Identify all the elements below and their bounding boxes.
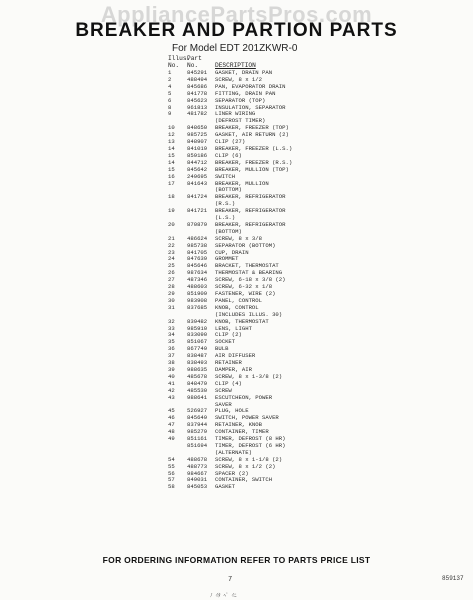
part-number: 985910 (187, 324, 208, 332)
part-illus-no: 10 (168, 124, 175, 132)
part-description: (BOTTOM) (215, 228, 242, 235)
part-illus-no: 9 (168, 110, 172, 118)
part-illus-no: 56 (168, 469, 175, 477)
part-description: TIMER, DEFROST (8 HR) (215, 436, 286, 443)
part-description: SCREW, 8 x 3/8 (215, 235, 262, 242)
part-illus-no: 12 (168, 131, 175, 139)
part-illus-no: 4 (168, 82, 172, 90)
part-number: 961813 (187, 103, 208, 111)
part-description: CLIP (2) (215, 332, 242, 339)
header-part: Part (187, 55, 202, 62)
part-description: CLIP (4) (215, 380, 242, 387)
part-number: 985738 (187, 241, 208, 249)
part-illus-no: 34 (168, 331, 175, 339)
part-description: BREAKER, FREEZER (TOP) (215, 125, 289, 132)
part-illus-no: 28 (168, 283, 175, 291)
part-description: BREAKER, REFRIGERATOR (215, 208, 286, 215)
part-description: SWITCH (215, 173, 236, 180)
part-illus-no: 43 (168, 393, 175, 401)
part-illus-no: 24 (168, 255, 175, 263)
part-number: 848650 (187, 124, 208, 132)
part-number: 867749 (187, 345, 208, 353)
part-description: SCREW, 6-32 x 1/8 (215, 284, 273, 291)
part-description: FASTENER, WIRE (2) (215, 291, 276, 297)
part-number: 849031 (187, 476, 208, 484)
part-illus-no: 40 (168, 372, 175, 380)
header-description: DESCRIPTION (215, 62, 256, 69)
part-row (168, 222, 318, 229)
part-description: TIMER, DEFROST (6 HR) (215, 442, 286, 449)
part-row (168, 395, 318, 402)
part-illus-no: 39 (168, 365, 175, 373)
part-illus-no: 2 (168, 75, 172, 83)
part-description: BREAKER, MULLION (TOP) (215, 166, 289, 173)
part-description: SCREW (215, 387, 232, 394)
part-illus-no: 22 (168, 241, 175, 249)
part-number: 841705 (187, 248, 208, 256)
part-illus-no: 37 (168, 352, 175, 360)
ordering-footer: FOR ORDERING INFORMATION REFER TO PARTS PRICE LIST (102, 555, 371, 565)
part-illus-no: 48 (168, 428, 175, 436)
part-number: 848479 (187, 379, 208, 387)
part-illus-no: 19 (168, 207, 175, 215)
part-illus-no: 17 (168, 179, 175, 187)
part-description: INSULATION, SEPARATOR (215, 104, 286, 111)
part-number: 838493 (187, 359, 208, 367)
part-number: 845642 (187, 165, 208, 173)
part-illus-no: 26 (168, 269, 175, 277)
part-number: 833090 (187, 331, 208, 339)
part-description: GASKET, AIR RETURN (2) (215, 132, 289, 139)
part-number: 985725 (187, 131, 208, 139)
part-description: BREAKER, MULLION (215, 180, 269, 187)
part-number: 841724 (187, 193, 208, 201)
part-row (168, 443, 318, 450)
part-illus-no: 31 (168, 303, 175, 311)
part-illus-no: 1 (168, 69, 172, 76)
part-illus-no: 46 (168, 414, 175, 422)
part-number: 859186 (187, 151, 208, 159)
part-description: SCREW, 8 x 1/2 (2) (215, 463, 276, 470)
part-illus-no: 5 (168, 89, 172, 97)
part-description: LENS, LIGHT (215, 325, 252, 332)
part-number: 488678 (187, 455, 208, 463)
part-illus-no: 38 (168, 359, 175, 367)
part-number: 837944 (187, 421, 208, 429)
part-number: 845686 (187, 82, 208, 90)
part-illus-no: 54 (168, 455, 175, 463)
part-description: SCREW, 8 x 1-3/8 (2) (215, 373, 283, 380)
part-number: 839482 (187, 317, 208, 325)
part-description: SCREW, 8 x 1-1/8 (2) (215, 456, 283, 463)
part-description: BREAKER, FREEZER (R.S.) (215, 159, 293, 166)
part-number: 848907 (187, 138, 208, 146)
part-number: 851161 (187, 435, 208, 443)
header-part-no: No. (187, 62, 199, 69)
part-number: 845291 (187, 69, 208, 76)
part-illus-no: 42 (168, 386, 175, 394)
part-illus-no: 20 (168, 220, 175, 228)
part-illus-no: 30 (168, 296, 175, 304)
part-number: 841721 (187, 207, 208, 215)
part-number: 844712 (187, 158, 208, 166)
part-number: 845649 (187, 414, 208, 422)
part-description: SEPARATOR (TOP) (215, 97, 266, 104)
part-description: RETAINER, KNOB (215, 422, 262, 429)
part-description: GROMMET (215, 256, 239, 263)
part-number: 988641 (187, 393, 208, 401)
model-subtitle: For Model EDT 201ZKWR-0 (172, 43, 298, 54)
part-illus-no: 14 (168, 158, 175, 166)
part-number: 838487 (187, 352, 208, 360)
part-number: 485678 (187, 372, 208, 380)
part-illus-no: 57 (168, 476, 175, 484)
part-description: CUP, DRAIN (215, 249, 249, 256)
part-description: DAMPER, AIR (215, 366, 252, 373)
part-illus-no: 36 (168, 345, 175, 353)
part-description: CLIP (6) (215, 152, 242, 159)
part-description: FITTING, DRAIN PAN (215, 90, 276, 97)
part-illus-no: 35 (168, 338, 175, 346)
watermark-text: AppliancePartsPros.com (100, 2, 373, 27)
part-illus-no: 18 (168, 193, 175, 201)
part-description: BREAKER, FREEZER (L.S.) (215, 145, 293, 152)
part-description: CONTAINER, TIMER (215, 429, 269, 436)
part-description: SCREW, 6-18 x 3/8 (2) (215, 277, 286, 284)
part-description: SEPARATOR (BOTTOM) (215, 242, 276, 249)
part-description: (DEFROST TIMER) (215, 118, 266, 125)
part-number: 249695 (187, 172, 208, 180)
part-description: SOCKET (215, 339, 236, 346)
part-illus-no: 55 (168, 462, 175, 470)
part-illus-no: 33 (168, 324, 175, 332)
part-description: (L.S.) (215, 215, 236, 222)
part-description: AIR DIFFUSER (215, 353, 256, 360)
part-illus-no: 8 (168, 103, 172, 111)
part-description: SWITCH, POWER SAVER (215, 415, 279, 422)
part-number: 851909 (187, 290, 208, 297)
part-number: 486624 (187, 234, 208, 242)
part-number: 988635 (187, 365, 208, 373)
part-illus-no: 47 (168, 421, 175, 429)
part-description: LINER WIRING (215, 111, 256, 118)
part-illus-no: 29 (168, 290, 175, 297)
part-illus-no: 25 (168, 262, 175, 270)
part-illus-no: 6 (168, 96, 172, 104)
part-description: GASKET, DRAIN PAN (215, 70, 273, 76)
part-number: 845053 (187, 483, 208, 491)
header-illus: Illus. (168, 55, 191, 62)
part-row (168, 181, 318, 188)
part-description: RETAINER (215, 360, 242, 367)
bottom-mark: ﾉ ｲﾀ ﾍﾟ ｲﾆ (210, 593, 237, 599)
part-description: BRACKET, THERMOSTAT (215, 263, 279, 270)
part-illus-no: 21 (168, 234, 175, 242)
page-title: BREAKER AND PARTION PARTS (75, 20, 398, 41)
part-illus-no: 45 (168, 407, 175, 415)
part-description: THERMOSTAT & BEARING (215, 270, 283, 277)
part-description: (BOTTOM) (215, 187, 242, 194)
part-description: KNOB, THERMOSTAT (215, 318, 269, 325)
part-number: 488773 (187, 462, 208, 470)
document-number: 859137 (442, 575, 464, 582)
part-number: 845646 (187, 262, 208, 270)
part-description: KNOB, CONTROL (215, 304, 259, 311)
part-description: SAVER (215, 401, 232, 408)
part-number: 984667 (187, 469, 208, 477)
part-description: PLUG, HOLE (215, 408, 249, 415)
part-illus-no: 41 (168, 379, 175, 387)
part-description: BREAKER, REFRIGERATOR (215, 194, 286, 201)
part-illus-no: 58 (168, 483, 175, 491)
part-row (168, 111, 318, 118)
part-number: 845623 (187, 96, 208, 104)
part-number: 847639 (187, 255, 208, 263)
part-description: (R.S.) (215, 201, 236, 208)
part-description: BULB (215, 346, 229, 353)
part-illus-no: 49 (168, 435, 175, 443)
part-row (168, 484, 318, 491)
parts-list (168, 70, 318, 491)
part-number: 488494 (187, 75, 208, 83)
part-illus-no: 15 (168, 151, 175, 159)
part-description: CLIP (27) (215, 139, 246, 146)
part-number: 851694 (187, 441, 208, 449)
part-number: 526927 (187, 407, 208, 415)
part-description: BREAKER, REFRIGERATOR (215, 221, 286, 228)
part-illus-no: 16 (168, 172, 175, 180)
part-description: PAN, EVAPORATOR DRAIN (215, 83, 286, 90)
part-illus-no: 13 (168, 138, 175, 146)
part-number: 487346 (187, 276, 208, 284)
part-description: SPACER (2) (215, 470, 249, 477)
part-number: 851067 (187, 338, 208, 346)
part-number: 870879 (187, 220, 208, 228)
part-number: 841643 (187, 179, 208, 187)
part-number: 987634 (187, 269, 208, 277)
part-number: 985279 (187, 428, 208, 436)
part-illus-no: 27 (168, 276, 175, 284)
part-row (168, 194, 318, 201)
part-illus-no: 14 (168, 144, 175, 152)
part-illus-no: 23 (168, 248, 175, 256)
part-number: 841778 (187, 89, 208, 97)
part-number: 837685 (187, 303, 208, 311)
part-number: 983908 (187, 296, 208, 304)
part-number: 481782 (187, 110, 208, 118)
part-description: (INCLUDES ILLUS. 30) (215, 311, 283, 318)
part-description: GASKET (215, 484, 236, 491)
part-number: 488603 (187, 283, 208, 291)
part-description: (ALTERNATE) (215, 449, 252, 456)
header-illus-no: No. (168, 62, 180, 69)
page-number: 7 (228, 576, 233, 584)
part-description: ESCUTCHEON, POWER (215, 394, 273, 401)
part-illus-no: 15 (168, 165, 175, 173)
part-number: 485530 (187, 386, 208, 394)
part-row (168, 208, 318, 215)
part-row (168, 305, 318, 312)
part-description: SCREW, 8 x 1/2 (215, 76, 262, 83)
part-description: PANEL, CONTROL (215, 297, 262, 304)
part-illus-no: 32 (168, 317, 175, 325)
part-number: 841019 (187, 144, 208, 152)
part-description: CONTAINER, SWITCH (215, 477, 273, 484)
part-illus-no (168, 443, 187, 450)
